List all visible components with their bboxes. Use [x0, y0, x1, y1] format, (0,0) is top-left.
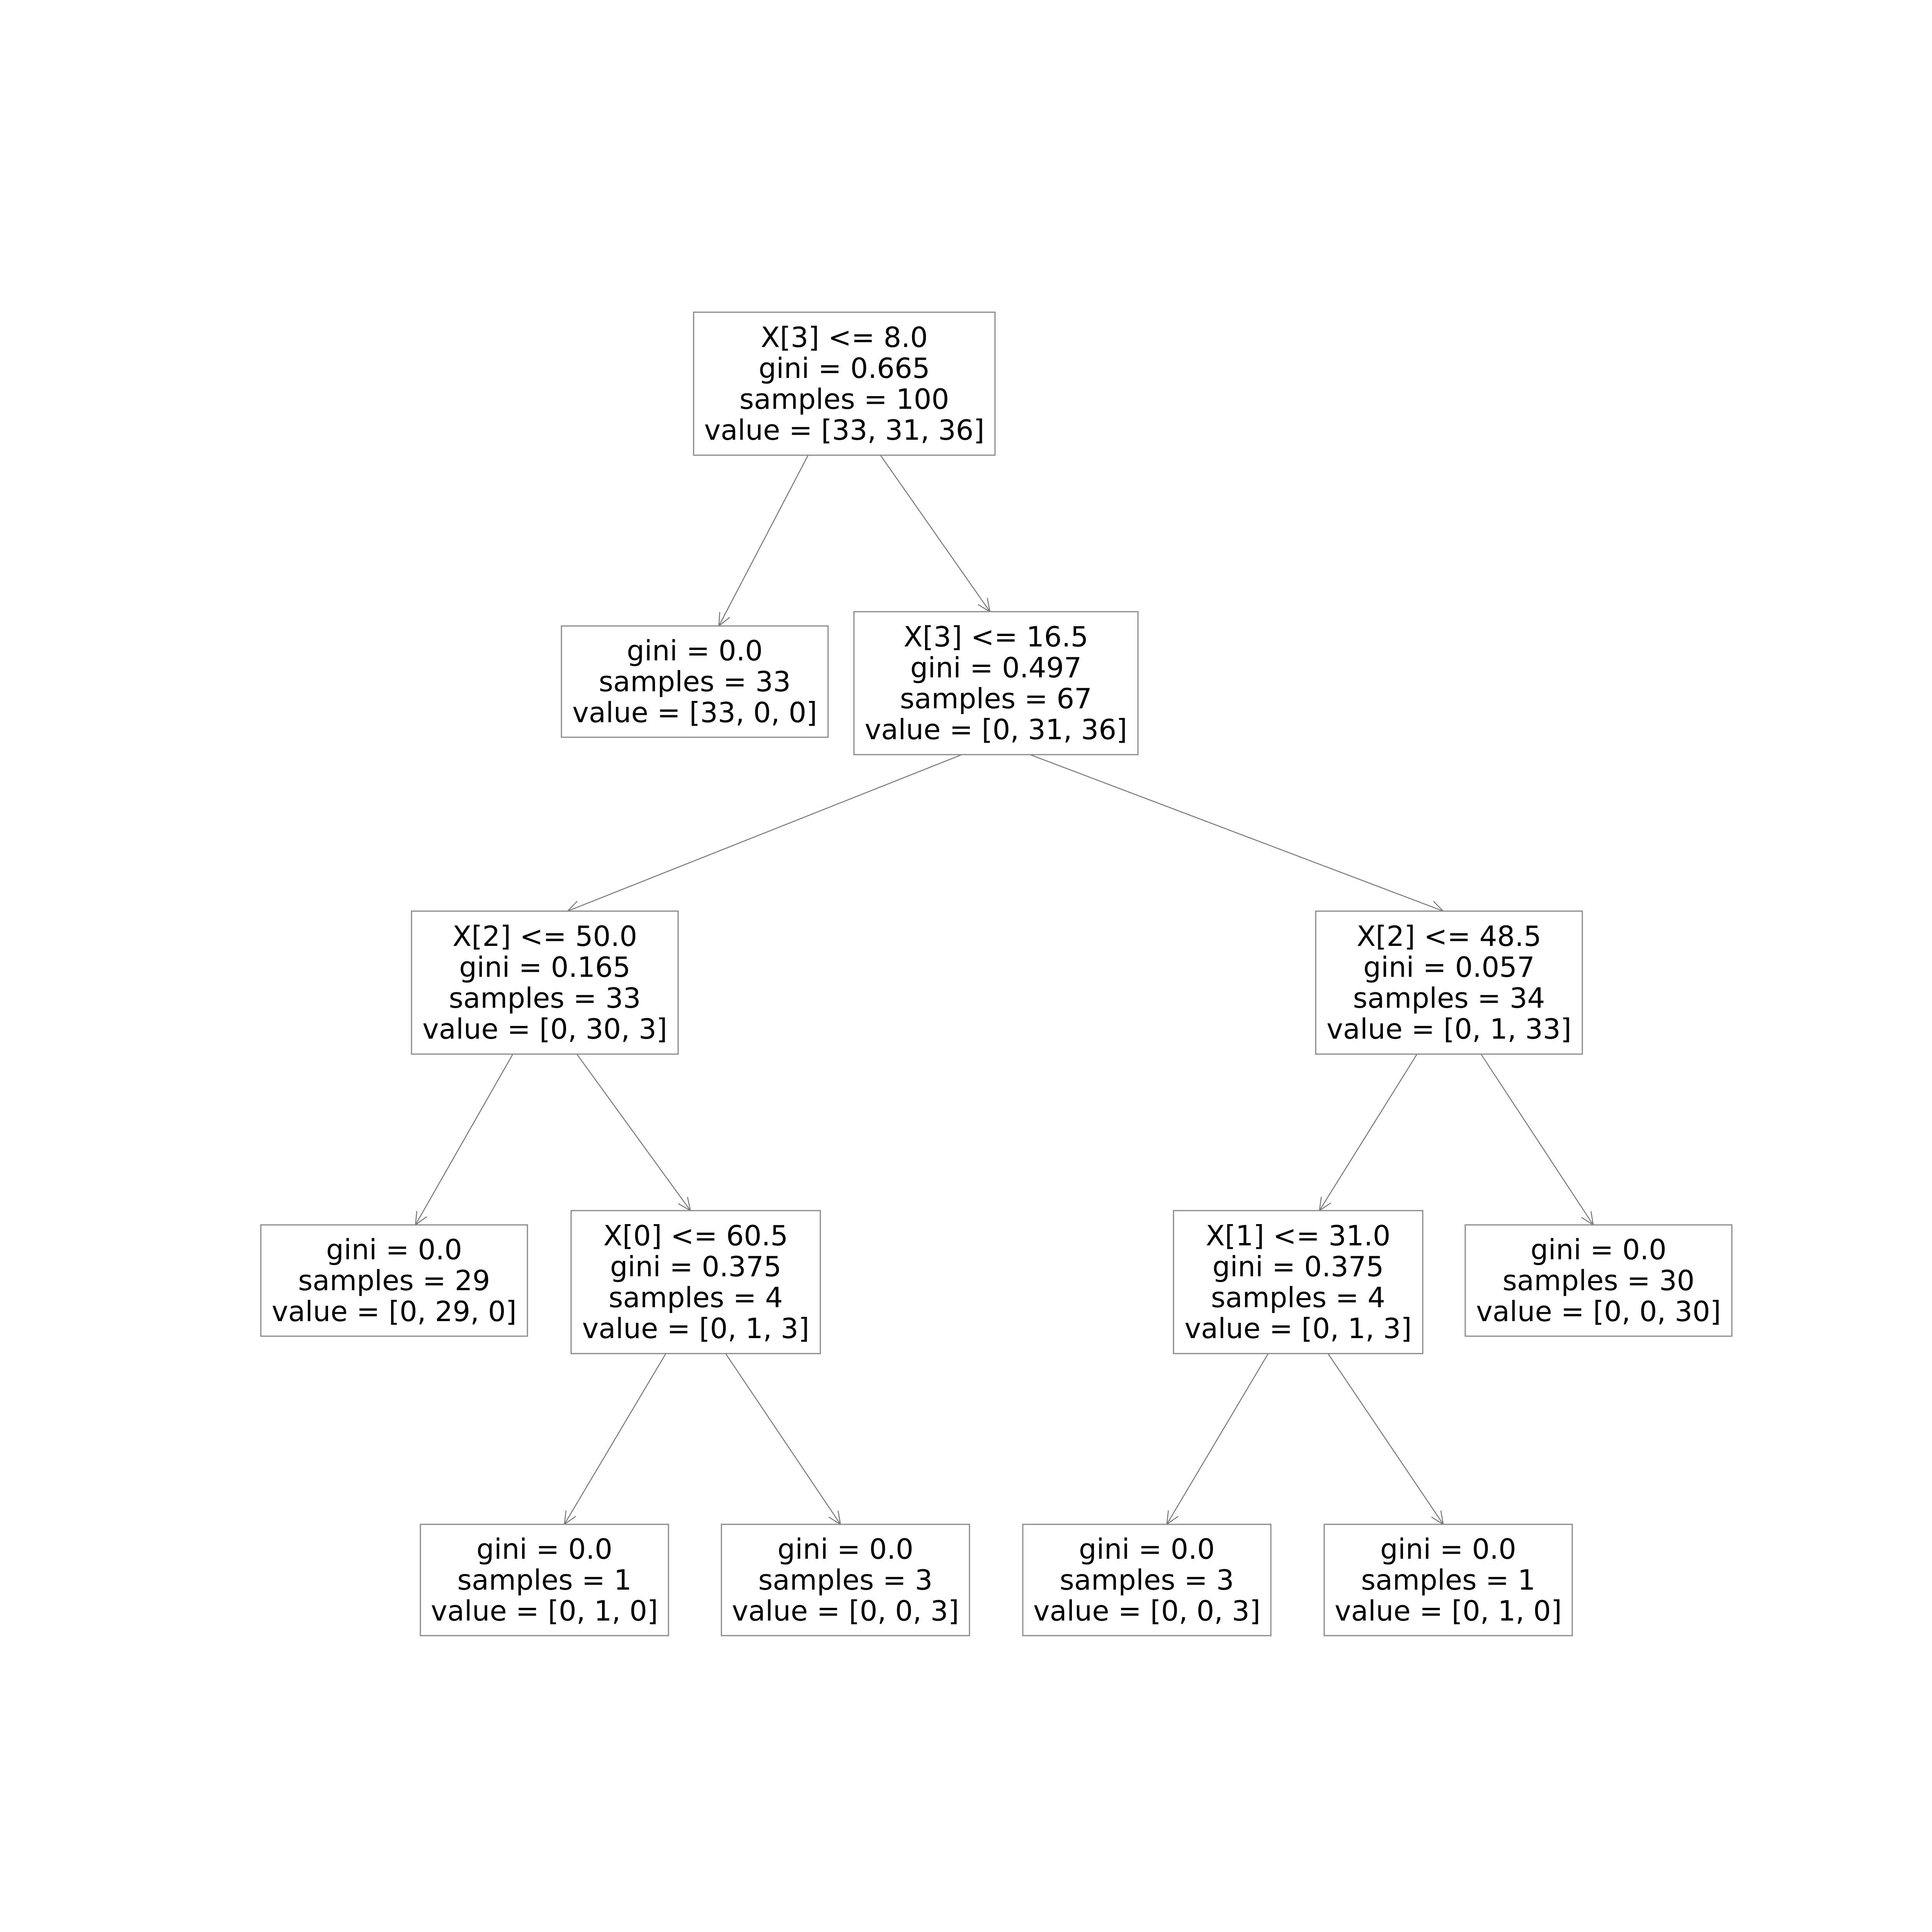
tree-node-n2	[854, 612, 1138, 755]
node-text-line: samples = 30	[1502, 1264, 1695, 1297]
tree-edge-n6-n10	[726, 1354, 840, 1524]
node-text-line: gini = 0.0	[326, 1233, 462, 1266]
tree-edge-n4-n7	[1320, 1054, 1417, 1211]
tree-edge-n3-n5	[415, 1054, 513, 1225]
node-text-line: samples = 33	[599, 665, 791, 698]
node-text-line: gini = 0.497	[910, 651, 1082, 684]
arrowhead-icon	[719, 612, 730, 626]
node-text-line: gini = 0.665	[759, 352, 930, 384]
node-text-line: samples = 33	[449, 982, 641, 1014]
tree-node-n4	[1316, 911, 1582, 1054]
node-text-line: samples = 4	[1211, 1281, 1386, 1314]
node-text-line: samples = 4	[608, 1281, 783, 1314]
tree-edge-n7-n11	[1167, 1354, 1269, 1524]
node-text-line: gini = 0.0	[476, 1533, 612, 1565]
node-text-line: X[1] <= 31.0	[1206, 1219, 1391, 1252]
node-text-line: gini = 0.0	[1380, 1533, 1516, 1565]
node-text-line: samples = 34	[1353, 982, 1545, 1014]
node-text-line: value = [0, 0, 30]	[1476, 1295, 1721, 1328]
node-text-line: value = [0, 31, 36]	[864, 713, 1128, 746]
tree-node-n7	[1173, 1211, 1423, 1354]
tree-node-n12	[1324, 1524, 1572, 1636]
node-text-line: value = [0, 29, 0]	[272, 1295, 517, 1328]
node-text-line: value = [0, 1, 0]	[431, 1595, 658, 1627]
nodes-layer	[261, 312, 1732, 1636]
node-text-line: X[3] <= 16.5	[903, 621, 1088, 653]
tree-node-n3	[412, 911, 678, 1054]
tree-edge-n4-n8	[1481, 1054, 1593, 1225]
tree-edge-n0-n1	[719, 455, 808, 626]
node-text-line: gini = 0.057	[1363, 951, 1535, 983]
node-text-line: samples = 29	[298, 1264, 490, 1297]
node-text-line: value = [0, 1, 33]	[1327, 1013, 1571, 1045]
node-text-line: X[2] <= 48.5	[1356, 920, 1542, 952]
tree-node-n9	[420, 1524, 668, 1636]
node-text-line: gini = 0.0	[1079, 1533, 1215, 1565]
node-text-line: gini = 0.0	[777, 1533, 913, 1565]
node-text-line: samples = 3	[1060, 1564, 1234, 1596]
tree-edge-n3-n6	[577, 1054, 690, 1211]
tree-node-n6	[571, 1211, 820, 1354]
tree-node-n11	[1023, 1524, 1271, 1636]
node-text-line: value = [33, 31, 36]	[704, 414, 985, 446]
node-text-line: samples = 100	[739, 383, 949, 415]
node-text-line: X[3] <= 8.0	[760, 321, 928, 354]
node-text-line: samples = 67	[900, 682, 1092, 715]
node-text-line: X[2] <= 50.0	[452, 920, 638, 952]
tree-edge-n2-n3	[568, 755, 962, 912]
node-text-line: value = [0, 1, 3]	[1184, 1312, 1412, 1345]
node-text-line: gini = 0.0	[1531, 1233, 1667, 1266]
node-text-line: samples = 1	[457, 1564, 632, 1596]
tree-node-n1	[561, 626, 828, 737]
node-text-line: value = [0, 30, 3]	[422, 1013, 667, 1045]
tree-edge-n0-n2	[881, 455, 990, 612]
tree-edge-n2-n4	[1030, 755, 1444, 912]
tree-node-n0	[694, 312, 995, 455]
node-text-line: X[0] <= 60.5	[603, 1219, 788, 1252]
node-text-line: value = [33, 0, 0]	[572, 696, 817, 729]
node-text-line: gini = 0.165	[459, 951, 631, 983]
node-text-line: samples = 1	[1361, 1564, 1536, 1596]
tree-node-n10	[721, 1524, 969, 1636]
node-text-line: gini = 0.0	[627, 634, 763, 667]
node-text-line: gini = 0.375	[610, 1250, 782, 1283]
node-text-line: value = [0, 1, 3]	[582, 1312, 810, 1345]
node-text-line: value = [0, 1, 0]	[1335, 1595, 1562, 1627]
node-text-line: value = [0, 0, 3]	[1033, 1595, 1260, 1627]
tree-node-n8	[1465, 1225, 1732, 1336]
node-text-line: gini = 0.375	[1212, 1250, 1384, 1283]
tree-edge-n6-n9	[565, 1354, 666, 1524]
tree-edge-n7-n12	[1328, 1354, 1443, 1524]
node-text-line: samples = 3	[758, 1564, 933, 1596]
node-text-line: value = [0, 0, 3]	[732, 1595, 959, 1627]
tree-node-n5	[261, 1225, 527, 1336]
